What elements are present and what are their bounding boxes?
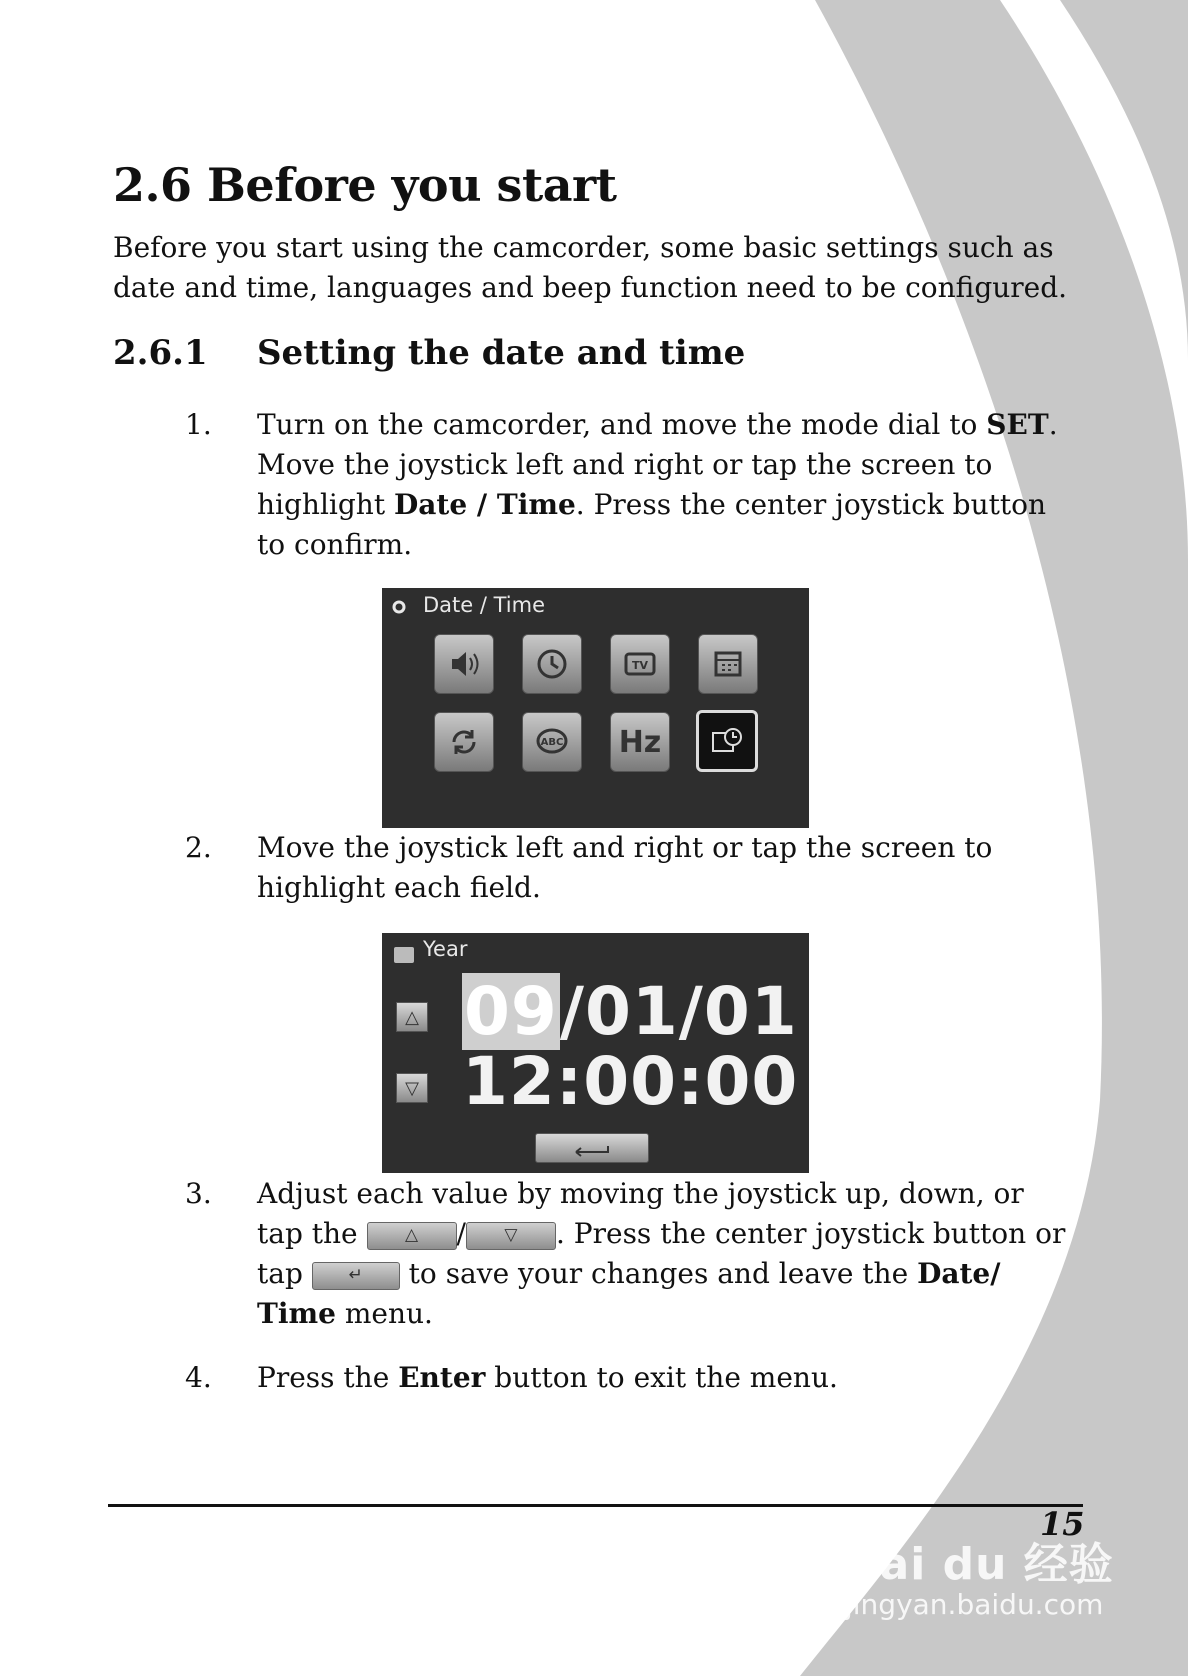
up-button-graphic: △ [367, 1222, 457, 1250]
field-label: Year [423, 937, 468, 961]
speaker-icon[interactable] [434, 634, 494, 694]
date-time-edit-screen [382, 933, 809, 1173]
enter-button[interactable] [535, 1133, 649, 1163]
screen-title: Date / Time [423, 593, 546, 617]
step-number: 2. [185, 831, 212, 864]
gear-icon [392, 600, 406, 614]
clock-settings-icon[interactable] [522, 634, 582, 694]
step-text: Press the Enter button to exit the menu. [257, 1361, 838, 1394]
down-button-graphic: ▽ [466, 1222, 556, 1250]
step-number: 3. [185, 1177, 212, 1210]
step-number: 1. [185, 408, 212, 441]
step-text: Move the joystick left and right or tap the screen to highlight each field. [257, 831, 993, 904]
subsection-heading [113, 333, 745, 373]
date-value[interactable]: 09/01/01 [464, 973, 798, 1050]
frequency-icon[interactable]: Hz [610, 712, 670, 772]
date-time-icon[interactable] [696, 710, 758, 772]
tv-out-icon[interactable] [610, 634, 670, 694]
subsection-number: 2.6.1 [113, 333, 208, 373]
up-arrow-button[interactable]: △ [396, 1002, 428, 1032]
enter-button-graphic: ↵ [312, 1262, 400, 1290]
intro-paragraph: Before you start using the camcorder, some basic settings such as date and time, languages and beep function need to be configured. [113, 231, 1068, 304]
step-text: Turn on the camcorder, and move the mode dial to SET. Move the joystick left and right or tap the screen to highlight Date / Time. Press the center joystick button to confirm. [257, 408, 1058, 561]
svg-text:TV: TV [631, 659, 649, 672]
watermark-logo: Bai du 经验 [845, 1539, 1114, 1590]
svg-text:ABC: ABC [540, 737, 564, 748]
step-number: 4. [185, 1361, 212, 1394]
footer-rule [108, 1504, 1083, 1507]
time-value[interactable]: 12:00:00 [462, 1043, 799, 1120]
page-number: 15 [1040, 1505, 1085, 1543]
step-text: Adjust each value by moving the joystick up, down, or tap the △ / ▽ . Press the center joystick button or tap ↵ to save your changes and leave the Date/ Time menu. [257, 1177, 1066, 1330]
down-arrow-button[interactable]: ▽ [396, 1073, 428, 1103]
section-heading: 2.6 Before you start [113, 158, 617, 212]
year-field-icon [394, 947, 414, 963]
reset-icon[interactable] [434, 712, 494, 772]
calendar-icon[interactable] [698, 634, 758, 694]
date-time-menu-screen [382, 588, 809, 828]
watermark-url: jingyan.baidu.com [845, 1588, 1104, 1621]
year-highlight[interactable]: 09 [464, 973, 558, 1050]
language-icon[interactable] [522, 712, 582, 772]
subsection-title: Setting the date and time [257, 333, 746, 373]
